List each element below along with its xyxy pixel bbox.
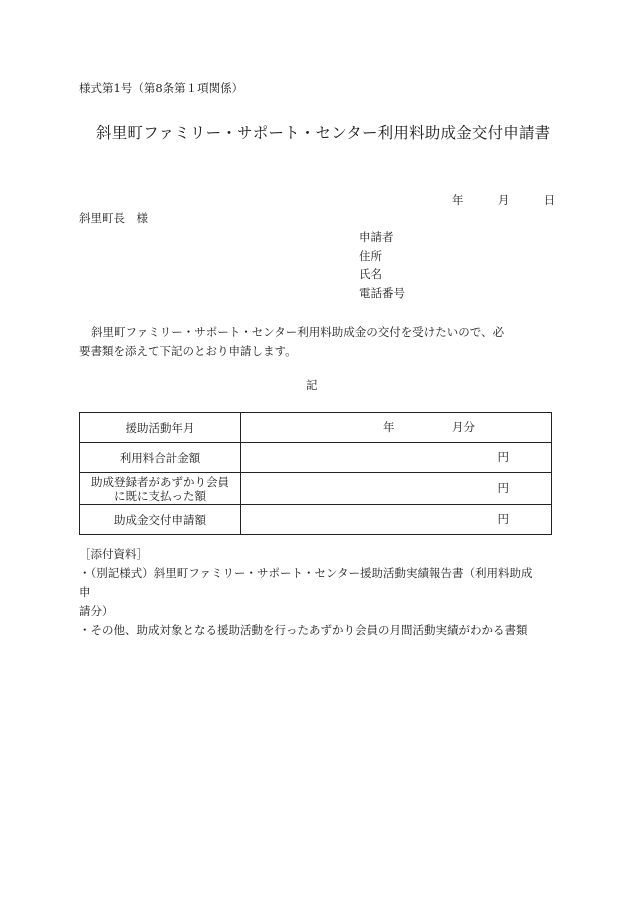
addressee: 斜里町長 様 [79,211,148,225]
table-row [80,443,552,473]
total-fee-field[interactable] [241,443,552,473]
attachments-section [79,545,539,640]
body-line: 斜里町ファミリー・サポート・センター利用料助成金の交付を受けたいので、必 [91,325,505,339]
ki-heading: 記 [306,378,318,392]
date-day-label: 日 [543,193,556,207]
paid-amount-field[interactable] [241,473,552,505]
body-line: 要書類を添えて下記のとおり申請します。 [79,344,297,358]
requested-amount-field[interactable] [241,505,552,535]
paid-amount-label-line: 助成登録者があずかり会員 [91,474,229,489]
activity-month-unit: 月分 [452,419,475,434]
document-title: 斜里町ファミリー・サポート・センター利用料助成金交付申請書 [96,124,551,142]
activity-month-label: 援助活動年月 [80,413,241,443]
attachment-item-continued: 請分） [79,604,114,618]
activity-month-field[interactable] [241,413,552,443]
attachment-item: ・その他、助成対象となる援助活動を行ったあずかり会員の月間活動実績がわかる書類 [79,623,528,637]
applicant-address-label: 住所 [359,248,382,263]
body-text [79,323,529,361]
date-month-label: 月 [497,193,510,207]
total-fee-label: 利用料合計金額 [80,443,241,473]
requested-amount-label: 助成金交付申請額 [80,505,241,535]
yen-unit: 円 [497,511,509,526]
paid-amount-label [80,473,241,505]
table-row [80,473,552,505]
attachments-header: ［添付資料］ [79,547,148,561]
application-table [79,412,552,535]
paid-amount-label-line: に既に支払った額 [114,488,206,503]
applicant-heading: 申請者 [359,230,394,244]
date-line [452,194,555,208]
date-year-label: 年 [452,193,464,207]
table-row [80,505,552,535]
applicant-name-label: 氏名 [359,267,382,281]
applicant-block [359,231,405,305]
applicant-phone-label: 電話番号 [359,285,405,300]
table-row [80,413,552,443]
yen-unit: 円 [497,480,509,495]
form-number: 様式第1号（第8条第１項関係） [79,81,244,95]
yen-unit: 円 [497,449,509,464]
attachment-item: ・（別記様式）斜里町ファミリー・サポート・センター援助活動実績報告書（利用料助成申 [79,566,533,599]
activity-year-label: 年 [383,419,395,434]
